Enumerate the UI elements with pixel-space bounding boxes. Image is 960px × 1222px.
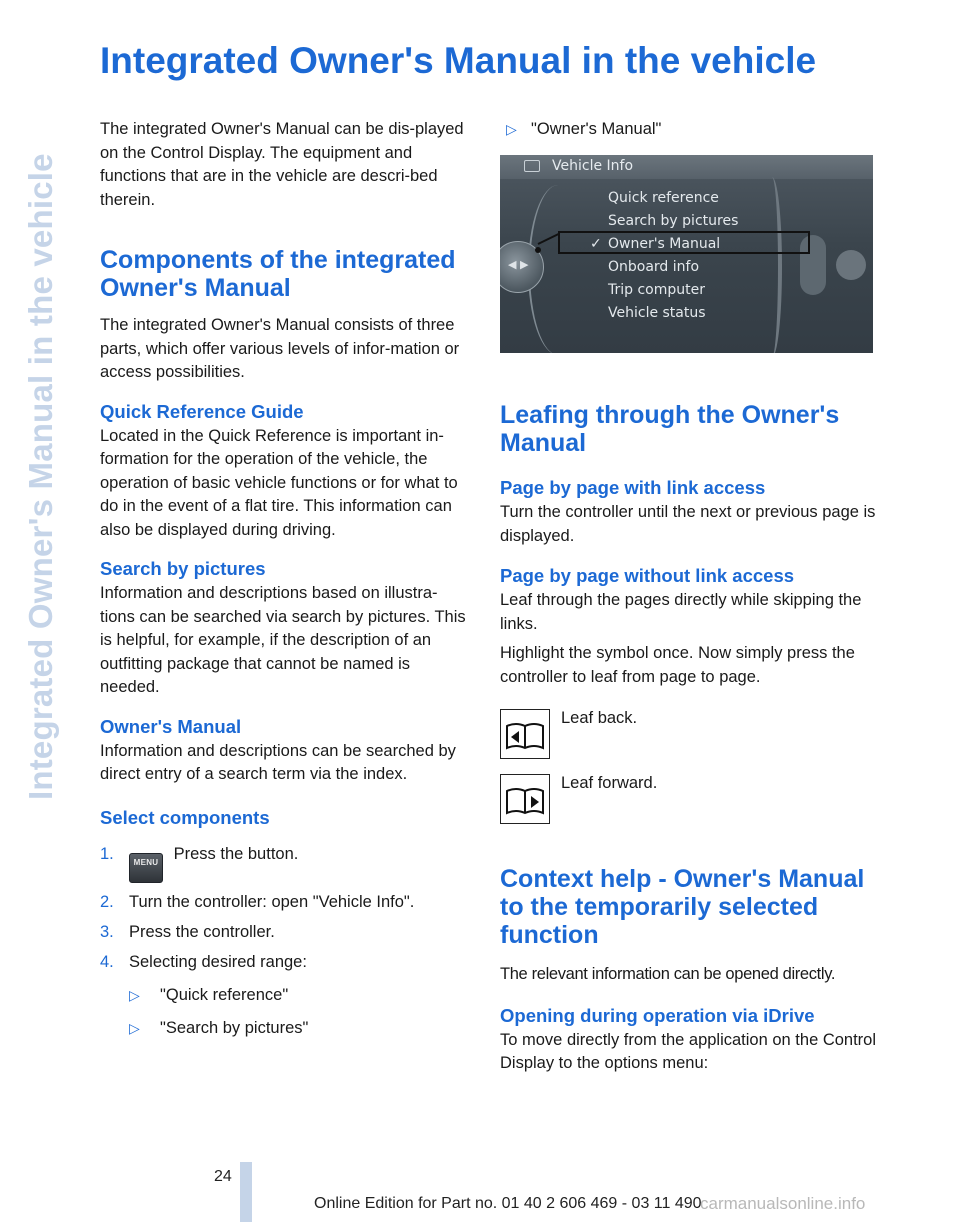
without-link-text: Leaf through the pages directly while skipping the links. [500, 591, 862, 633]
context-help-heading: Context help - Owner's Manual to the temporarily selected function [500, 865, 865, 949]
screen-menu-item[interactable]: Search by pictures [608, 213, 739, 229]
idrive-text: To move directly from the application on the Control Display to the options menu: [500, 1030, 877, 1072]
step-number: 2. [100, 892, 114, 911]
page-title: Integrated Owner's Manual in the vehicle [100, 40, 817, 81]
step-text: Press the controller. [129, 922, 275, 941]
leaf-back-icon[interactable] [500, 709, 550, 759]
footer-bar [240, 1162, 252, 1222]
step-2 [100, 891, 470, 913]
screen-menu-list [590, 187, 738, 325]
leafing-heading: Leafing through the Owner's Manual [500, 401, 840, 457]
search-pictures-text: Information and descriptions based on illustra-tions can be searched via search by pictures. This is helpful, for example, if the description of an outfitting package that cannot be named is needed. [100, 584, 466, 696]
triangle-bullet-icon: ▷ [129, 1019, 140, 1036]
watermark: carmanualsonline.info [700, 1194, 866, 1213]
owners-manual-text: Information and descriptions can be searched by direct entry of a search term via the index. [100, 741, 456, 783]
check-icon: ✓ [590, 236, 602, 252]
screen-menu-item[interactable]: Onboard info [608, 259, 700, 275]
screen-arc-right [762, 177, 782, 353]
step-number: 4. [100, 952, 114, 971]
bullet-item [100, 1017, 470, 1039]
bullet-text: "Search by pictures" [160, 1018, 309, 1037]
step-number: 1. [100, 844, 114, 863]
without-link-heading: Page by page without link access [500, 565, 795, 586]
owners-manual-heading: Owner's Manual [100, 715, 242, 737]
components-text: The integrated Owner's Manual consists of three parts, which offer various levels of infor-mation or access possibilities. [100, 316, 460, 381]
screen-menu-item[interactable]: Trip computer [608, 282, 705, 298]
bullet-text: "Owner's Manual" [531, 120, 662, 138]
components-heading: Components of the integrated Owner's Manual [100, 246, 456, 302]
idrive-heading: Opening during operation via iDrive [500, 1004, 815, 1026]
screen-menu-item-selected[interactable]: ✓ Owner's Manual [590, 233, 738, 256]
intro-paragraph: The integrated Owner's Manual can be dis-played on the Control Display. The equipment and functions that are in the vehicle are descri-bed therein. [100, 120, 464, 209]
step-number: 3. [100, 922, 114, 941]
vehicle-info-icon [524, 160, 540, 172]
screen-options-icon [836, 250, 866, 280]
triangle-bullet-icon: ▷ [129, 986, 140, 1003]
side-title: Integrated Owner's Manual in the vehicle [22, 153, 59, 800]
page-number: 24 [214, 1168, 232, 1185]
bullet-item [500, 118, 880, 140]
leaf-forward-label: Leaf forward. [561, 774, 658, 792]
select-components-heading: Select components [100, 806, 270, 828]
bullet-text: "Quick reference" [160, 985, 289, 1004]
screen-menu-item[interactable]: Vehicle status [608, 305, 706, 321]
quick-ref-heading: Quick Reference Guide [100, 400, 304, 422]
search-pictures-heading: Search by pictures [100, 558, 266, 579]
leaf-back-label: Leaf back. [561, 709, 638, 727]
footer-edition: Online Edition for Part no. 01 40 2 606 469 - 03 11 490 [314, 1195, 702, 1212]
step-1 [100, 843, 470, 883]
bullet-item [100, 984, 470, 1006]
selection-highlight [558, 231, 810, 254]
step-text: Turn the controller: open "Vehicle Info". [129, 892, 415, 911]
step-3 [100, 921, 470, 943]
screen-header [500, 155, 873, 179]
step-4 [100, 951, 470, 973]
leaf-forward-row [500, 774, 880, 839]
with-link-heading: Page by page with link access [500, 477, 766, 498]
step-text: Press the button. [173, 844, 299, 863]
leaf-back-row [500, 709, 880, 774]
context-help-text: The relevant information can be opened directly. [500, 965, 836, 983]
highlight-symbol-text: Highlight the symbol once. Now simply press the controller to leaf from page to page. [500, 644, 855, 686]
pointer-dot [535, 247, 541, 253]
quick-ref-text: Located in the Quick Reference is important in-formation for the operation of the vehicle, the operation of basic vehicle functions or for what to do in the event of a flat tire. This information can also be displayed during driving. [100, 426, 458, 539]
screen-header-title: Vehicle Info [552, 158, 634, 174]
knob-arrows-icon: ◀ ▶ [508, 258, 529, 271]
right-column [500, 118, 880, 1076]
step-text: Selecting desired range: [129, 952, 307, 971]
with-link-text: Turn the controller until the next or previous page is displayed. [500, 503, 876, 545]
menu-button-icon[interactable]: MENU [129, 853, 163, 883]
control-display-screenshot [500, 155, 873, 353]
left-column [100, 118, 470, 1039]
triangle-bullet-icon: ▷ [506, 121, 517, 137]
leaf-forward-icon[interactable] [500, 774, 550, 824]
screen-menu-item[interactable]: Quick reference [608, 190, 719, 206]
